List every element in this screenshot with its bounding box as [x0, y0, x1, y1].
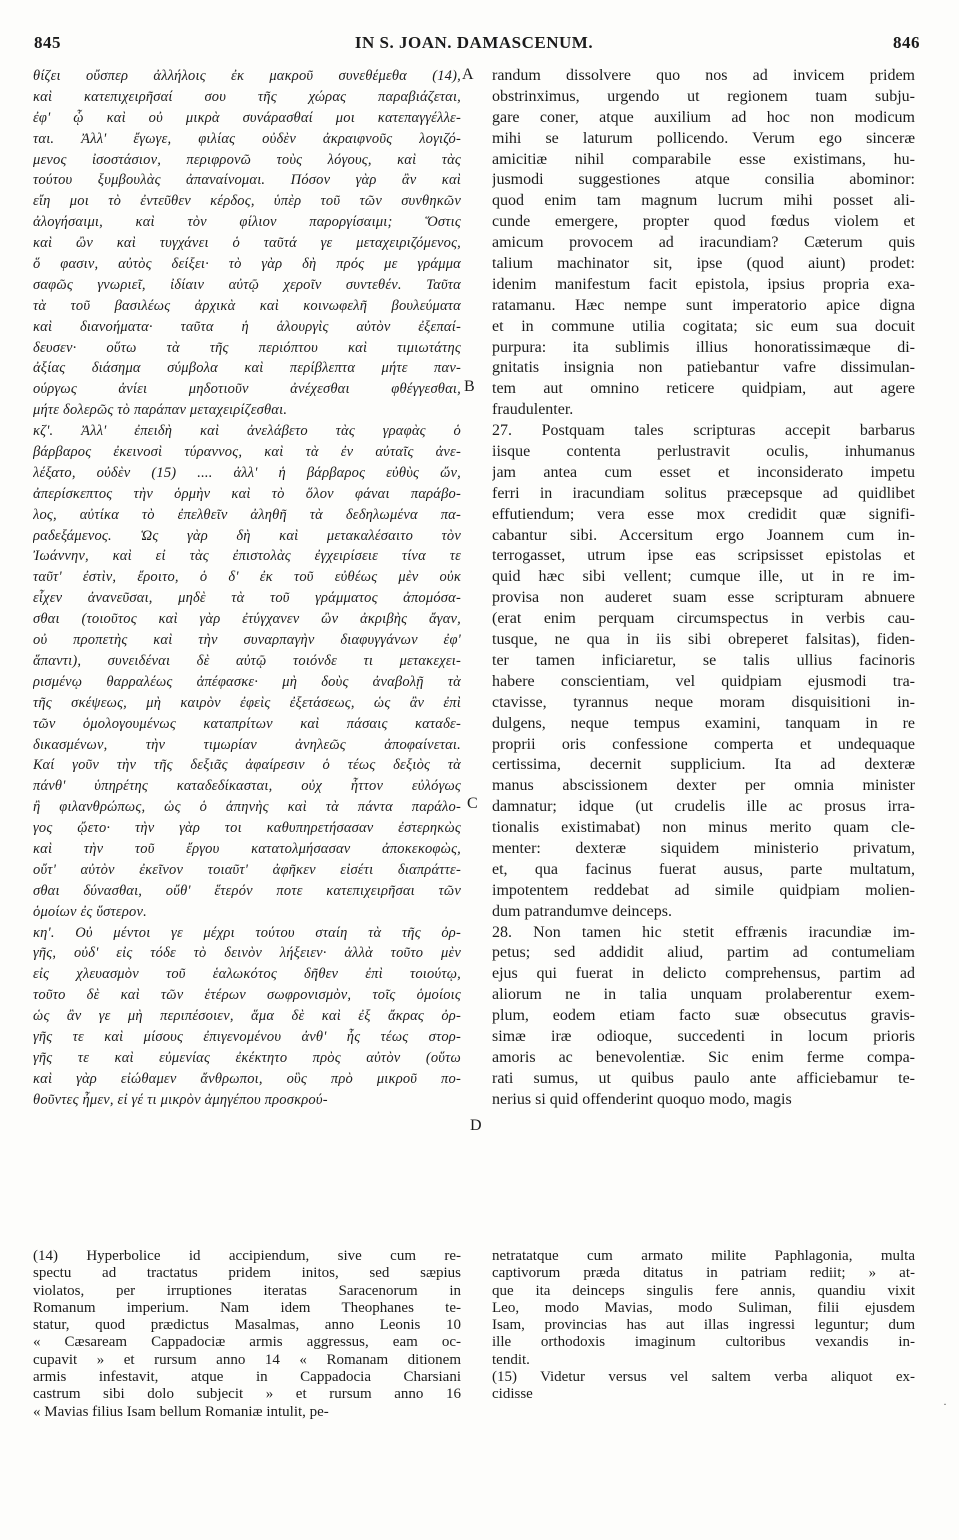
- latin-text-line: jam antea cum esset et inconsiderato impetu: [492, 463, 915, 481]
- latin-text-line: obstrinximus, urgendo ut regionem tuam subju-: [492, 87, 915, 105]
- latin-text-line: fraudulenter.: [492, 401, 574, 419]
- greek-text-line: εἴη μοι τὸ ἐντεῦθεν κέρδος, ὑπὲρ τοῦ τῶν συνθηκῶν: [33, 193, 461, 210]
- footnote-line: Romanum imperium. Nam idem Theophanes te-: [33, 1299, 461, 1316]
- greek-text-line: θίζει οὔσπερ ἀλλήλοις ἐκ μακροῦ συνεθέμεθα (14),: [33, 68, 461, 84]
- running-title: IN S. JOAN. DAMASCENUM.: [354, 33, 594, 52]
- footnote-line: « Cæsaream Cappadociæ armis aggressus, eam oc-: [33, 1334, 461, 1351]
- greek-text-line: οὔτ' αὐτὸν ἐκεῖνον τοιαῦτ' ἀφῆκεν εἰσέτι διαπράττε-: [33, 861, 461, 878]
- latin-text-line: amicitiæ nihil comparabile esse existimans, hu-: [492, 150, 915, 168]
- footnote-line: armis infestavit, atque in Cappadocia Charsiani: [33, 1369, 461, 1386]
- greek-text-line: πάνθ' ὑπηρέτης καταδεδίκασται, οὐχ ἧττον εὐλόγως: [33, 778, 461, 795]
- latin-text-line: talium machinator sit, ipse (quod aiunt) prodet:: [492, 255, 915, 273]
- greek-text-line: ἀπερίσκεπτος τὴν ὁρμὴν καὶ τὸ ὅλον φάναι παράβο-: [33, 485, 461, 502]
- greek-text-line: ὁμοίων ἐς ὕστερον.: [33, 903, 147, 920]
- greek-text-line: θοῦντες ἦμεν, εἰ γέ τι μικρὸν ἀμηγέπου προσκρού-: [33, 1091, 328, 1108]
- greek-text-line: βάρβαρος ἐκεινοσὶ τύραννος, καὶ τὰ ἐν αὐταῖς ἀνε-: [33, 444, 461, 461]
- footnote-line: cidisse: [492, 1386, 533, 1403]
- greek-text-line: γῆς τε καὶ μίσους ἐπιγενομένου ἀνθ' ἧς τέως στορ-: [33, 1028, 461, 1045]
- greek-text-line: ἢ φιλανθρώπως, ὡς ὁ ἀπηνὴς καὶ τὰ πάντα παράλο-: [33, 799, 461, 816]
- greek-text-line: μήτε δολερῶς τὸ παράπαν μεταχειρίζεσθαι.: [33, 402, 288, 419]
- section-marker-b: B: [464, 378, 475, 395]
- greek-text-line: ται. Ἀλλ' ἔγωγε, φιλίας οὐδὲν ἀκραιφνοῦς λογιζό-: [33, 130, 461, 147]
- greek-text-line: γῆς τε καὶ εὐμενίας ἐκέκτητο πρὸς αὐτὸν (οὕτω: [33, 1049, 461, 1066]
- latin-text-line: simæ iræ odioque, succedenti in locum prioris: [492, 1027, 915, 1045]
- latin-text-line: ctavisse, tyrannus neque moram disquisitioni in-: [492, 693, 915, 711]
- greek-text-line: ταῦτ' ἐστὶν, ἔροιτο, ὁ δ' ἐκ τοῦ εὐθέως μὲν οὐκ: [33, 569, 461, 586]
- latin-text-line: cabantur sibi. Accersitum ergo Joannem cum in-: [492, 526, 915, 544]
- latin-text-line: 27. Postquam tales scripturas accepit barbarus: [492, 422, 915, 440]
- section-marker-a: A: [462, 66, 474, 83]
- footnotes-right: [492, 1248, 915, 1404]
- greek-text-line: γος ᾤετο· τὴν γὰρ τοι καθυπηρετήσασαν ἐστερηκὼς: [33, 820, 461, 837]
- latin-text-line: jusmodi suggestiones atque consilia abominor:: [492, 171, 915, 189]
- latin-text-line: proprii oris confessione comperta et undequaque: [492, 735, 915, 753]
- greek-text-line: ὅ φασιν, αὐτὸς δείξει· τὸ γὰρ δὴ πρός με γράμμα: [33, 256, 461, 273]
- page-number-right: 846: [893, 33, 920, 52]
- footnotes-left: [33, 1248, 461, 1421]
- greek-text-line: τῆς σκέψεως, μὴ καιρὸν ἐφεὶς ἐξετάσεως, ὡς ἂν ἐπὶ: [33, 694, 461, 711]
- greek-text-line: ούργως ἀνίει μηδοτιοῦν ἀνέχεσθαι φθέγγεσθαι,: [33, 381, 461, 398]
- latin-text-line: tem aut omnino reticere quidpiam, aut agere: [492, 380, 915, 398]
- footnote-line: captivorum præda ditatus in patriam rediit; » at-: [492, 1265, 915, 1282]
- latin-text-line: amicum provocem ad iracundiam? Cæterum quis: [492, 234, 915, 252]
- latin-text-line: idenim manifestum facit epistola, ipsius propria exa-: [492, 275, 915, 293]
- page-header: [28, 33, 920, 59]
- latin-text-line: certissima, decernit supplicium. Ita ad dexteræ: [492, 756, 915, 774]
- latin-text-line: rati sumus, ut quibus paulo ante afficiebamur te-: [492, 1069, 915, 1087]
- greek-text-line: καὶ διανοήματα· ταῦτα ἡ ἁλουργὶς αὐτὸν ἐξεπαί-: [33, 318, 461, 335]
- latin-text-line: purpura: ita sublimis illius honoratissimæque di-: [492, 338, 915, 356]
- latin-text-line: ejus qui fuerat in delicto comprehensus, partim ad: [492, 965, 915, 983]
- greek-text-line: τοῦτο δὲ καὶ τῶν ἑτέρων σωφρονισμὸν, τοῖς ὁμοίοις: [33, 987, 461, 1004]
- latin-text-line: iisque contenta perlustravit oculis, inhumanus: [492, 443, 915, 461]
- page-number-left: 845: [34, 33, 61, 52]
- latin-text-line: ter tamen inficiaretur, se talis ullius facinoris: [492, 651, 915, 669]
- latin-text-line: et in commune utilia cogitata; sic eum sua docuit: [492, 317, 915, 335]
- latin-text-line: provisa non auderet suam esse scripturam abnuere: [492, 589, 915, 607]
- greek-text-line: ἐφ' ᾧ καὶ οὐ μικρὰ συνάρασθαί μοι κατεπαγγέλλε-: [33, 109, 461, 126]
- latin-text-line: amoris ac benevolentiæ. Sic enim ferme compa-: [492, 1048, 915, 1066]
- latin-text-line: et, qua facinus fuerat ausus, parte multatum,: [492, 860, 915, 878]
- footnote-line: Leo, modo Mavias, modo Suliman, filii ejusdem: [492, 1299, 915, 1316]
- greek-text-line: κη'. Οὐ μέντοι γε μέχρι τούτου σταίη τὰ τῆς ὀρ-: [33, 924, 461, 941]
- latin-text-line: damnatur; idque (ut crudelis ille ac prosus irra-: [492, 798, 915, 816]
- greek-text-line: ρισμένῳ θαρραλέως ἀπέφασκε· μὴ δοὺς ἀναβολῇ τὰ: [33, 673, 461, 690]
- latin-text-line: cunde emergere, propter quod fœdus violem et: [492, 213, 915, 231]
- greek-text-line: ἀλογήσαιμι, καὶ τὸν φίλιον παροργίσαιμι; Ὅστις: [33, 214, 461, 231]
- footnote-line: Isam, provincias has aut illas ingressi leguntur; dum: [492, 1317, 915, 1334]
- latin-text-line: dum patrandumve deinceps.: [492, 902, 672, 920]
- footnote-line: ille orthodoxis imaginum cultoribus vexandis in-: [492, 1334, 915, 1351]
- latin-text-line: ratamanu. Hæc nempe sunt imperatorio apice digna: [492, 296, 915, 314]
- latin-text-line: menter: dexteræ siquidem ministerio privatum,: [492, 839, 915, 857]
- footnote-line: violatos, per irruptiones iteratas Saracenorum in: [33, 1282, 461, 1299]
- latin-text-column: [492, 66, 915, 1111]
- greek-text-line: οὐ προπετὴς καὶ τὴν συναρπαγὴν διαφυγγάνων ἐφ': [33, 632, 461, 649]
- greek-text-line: κζ'. Ἀλλ' ἐπειδὴ καὶ ἀνελάβετο τὰς γραφὰς ὁ: [33, 423, 461, 440]
- footnote-line: « Mavias filius Isam bellum Romaniæ intulit, pe-: [33, 1403, 329, 1420]
- latin-text-line: 28. Non tamen hic stetit effrænis iracundiæ im-: [492, 923, 915, 941]
- latin-text-line: effutiendum; vera esse mox credidit quæ signifi-: [492, 505, 915, 523]
- latin-text-line: tusque, ne qua in iis sibi obreperet falsitas), fiden-: [492, 631, 915, 649]
- footnote-line: spectu ad tractatus pridem initos, sed sæpius: [33, 1265, 461, 1282]
- section-marker-d: D: [470, 1117, 482, 1134]
- latin-text-line: plum, eodem etiam facto suæ obsecutus gravis-: [492, 1007, 915, 1025]
- greek-text-line: εἰς χλευασμὸν τοῦ ἑαλωκότος δῆθεν ἐπὶ τοιούτῳ,: [33, 966, 461, 983]
- greek-text-line: τὰ τοῦ βασιλέως ἀρχικὰ καὶ κοινωφελῆ βουλεύματα: [33, 297, 461, 314]
- greek-text-line: τῶν ὁμολογουμένως καταπρίτων καὶ πάσαις καταδε-: [33, 715, 461, 732]
- latin-text-line: randum dissolvere quo nos ad invicem pridem: [492, 67, 915, 84]
- greek-text-line: ἀξίας διάσημα σύμβολα καὶ περίβλεπτα μήτε παν-: [33, 360, 461, 377]
- greek-text-line: σθαι δύνασθαι, οὔθ' ἕτερόν ποτε κατεπιχειρῆσαι τῶν: [33, 882, 461, 899]
- scan-mark: ·: [943, 1397, 947, 1411]
- footnote-line: que ita deinceps singulis fere annis, quandiu vixit: [492, 1282, 915, 1299]
- latin-text-line: dulgens, neque tempus examini, tanquam in re: [492, 714, 915, 732]
- greek-text-line: ὡς ἂν γε μὴ περιπέσοιεν, ἅμα δὲ καὶ ἐξ ἄκρας ὀρ-: [33, 1008, 461, 1025]
- greek-text-line: λέξατο, οὐδὲν (15) .... ἀλλ' ἡ βάρβαρος εὐθὺς ὤν,: [33, 464, 461, 481]
- greek-text-line: εἶχεν ἀνανεῦσαι, μηδὲ τὰ τοῦ γράμματος ἀπομόσα-: [33, 590, 461, 607]
- latin-text-line: mihi se laturum pollicendo. Verum ego sinceræ: [492, 129, 915, 147]
- greek-text-line: σθαι (τοιοῦτος καὶ γὰρ ἐτύγχανεν ὢν ἀκριβὴς ἄγαν,: [33, 611, 461, 628]
- footnote-line: netratatque cum armato milite Paphlagonia, multa: [492, 1248, 915, 1264]
- greek-text-line: μενος ἰσοστάσιον, περιφρονῶ τοὺς λόγους, καὶ τὰς: [33, 151, 461, 168]
- footnote-line: statur, quod prædictus Masalmas, anno Leonis 10: [33, 1317, 461, 1334]
- latin-text-line: petus; sed addidit aliud, partim ad contumeliam: [492, 944, 915, 962]
- latin-text-line: gnitatis insignia non patiebantur vafre dissimulan-: [492, 359, 915, 377]
- greek-text-line: γῆς, οὐδ' εἰς τόδε τὸ δεινὸν λήξειεν· ἀλλὰ τοῦτο μὲν: [33, 945, 461, 962]
- latin-text-line: (erat enim perquam circumspectus in verbis cau-: [492, 610, 915, 628]
- greek-text-line: ραδεξάμενος. Ὡς γὰρ δὴ καὶ μετακαλέσαιτο τὸν: [33, 527, 461, 544]
- footnote-line: castrum sibi dolo subjecit » et rursum anno 16: [33, 1386, 461, 1403]
- greek-text-line: καὶ γὰρ εἰώθαμεν ἄνθρωποι, οὓς πρὸ μικροῦ πο-: [33, 1070, 461, 1087]
- latin-text-line: ferri in iracundiam solitus præcepsque ad quidlibet: [492, 484, 915, 502]
- greek-text-line: δευσεν· οὕτω τὰ τῆς περιόπτου καὶ τιμιωτάτης: [33, 339, 461, 356]
- greek-text-line: καὶ τὴν τοῦ ἔργου κατατολμήσασαν ἀποκεκοφὼς,: [33, 840, 461, 857]
- footnote-line: (14) Hyperbolice id accipiendum, sive cum re-: [33, 1248, 461, 1264]
- footnote-line: (15) Videtur versus vel saltem verba aliquot ex-: [492, 1369, 915, 1386]
- latin-text-line: quod enim tam magnum lucrum mihi posset ali-: [492, 192, 915, 210]
- latin-text-line: manus abscissionem dexter per omnia minister: [492, 777, 915, 795]
- greek-text-line: δικασμένων, τὴν τιμωρίαν ἀνηλεῶς ἀποφαίνεται.: [33, 736, 461, 753]
- latin-text-line: nerius si quid offenderint quoquo modo, magis: [492, 1090, 792, 1108]
- greek-text-line: ἅπαντι), συνειδέναι δὲ αὐτῷ τοιόνδε τι μετακεχει-: [33, 652, 461, 669]
- latin-text-line: terrogasset, utrum ipse eas scripsisset epistolas et: [492, 547, 915, 565]
- greek-text-line: Καί γοῦν τὴν τῆς δεξιᾶς ἀφαίρεσιν ὁ τέως δεξιὸς τὰ: [33, 757, 461, 774]
- latin-text-line: tionalis existimabat) non minus merito quam cle-: [492, 819, 915, 837]
- section-marker-c: C: [467, 795, 478, 812]
- latin-text-line: impotentem reddebat ad simile quidpiam molien-: [492, 881, 915, 899]
- latin-text-line: gare coner, atque auxilium ad hoc non modicum: [492, 108, 915, 126]
- latin-text-line: aliorum ne in talia unquam prolaberentur exem-: [492, 986, 915, 1004]
- greek-text-line: σαφῶς γνωριεῖ, ἰδίαιν αὐτῷ χεροῖν συντεθέν. Ταῦτα: [33, 276, 461, 293]
- footnote-line: tendit.: [492, 1351, 530, 1368]
- latin-text-line: quid hæc sibi vellent; cumque ille, ut in re im-: [492, 568, 915, 586]
- greek-text-line: καὶ κατεπιχειρῆσαί σου τῆς χώρας παραβιάζεται,: [33, 88, 461, 105]
- footnote-line: cupavit » et rursum anno 14 « Romanam ditionem: [33, 1351, 461, 1368]
- greek-text-line: τούτου ξυμβουλὰς ἀπαναίνομαι. Πόσον γὰρ ἂν καὶ: [33, 172, 461, 189]
- greek-text-column: [33, 66, 461, 1111]
- latin-text-line: habere conscientiam, vel quidpiam ejusmodi tra-: [492, 672, 915, 690]
- greek-text-line: καὶ ὢν καὶ τυγχάνει ὁ ταῦτά γε μεταχειριζόμενος,: [33, 235, 461, 252]
- greek-text-line: λος, αὐτίκα τὸ ἐπελθεῖν ἀληθῆ τὰ δεδηλωμένα πα-: [33, 506, 461, 523]
- greek-text-line: Ἰωάννην, καὶ εἰ τὰς ἐπιστολὰς ἐγχειρίσειε τίνα τε: [33, 548, 461, 565]
